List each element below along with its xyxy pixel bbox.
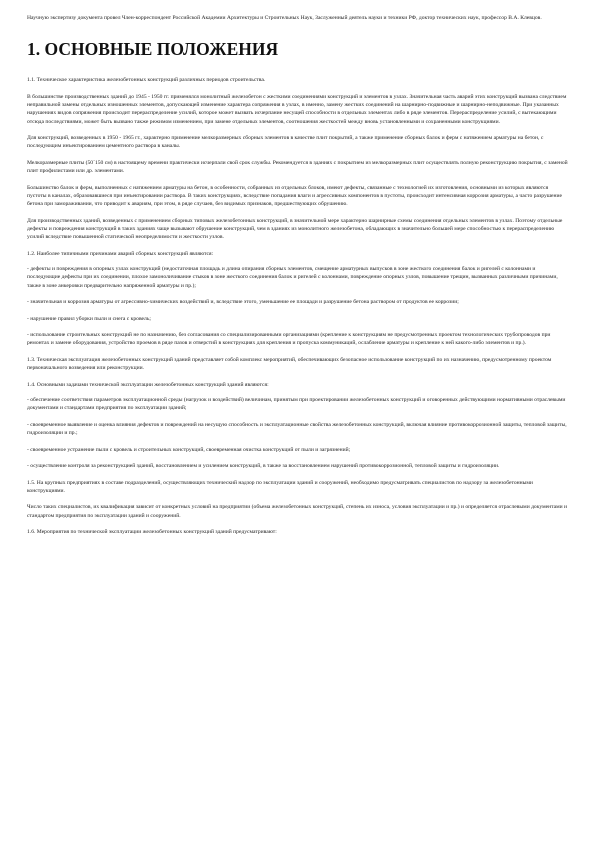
list-item-cleaning: - своевременное устранение пыли с кровель и строительных конструкций, своевременная очистка конструкций от пыли и загрязнений;: [27, 446, 351, 453]
paragraph-1-4: 1.4. Основными задачами технической эксплуатации железобетонных конструкций зданий являются:: [27, 381, 269, 388]
list-item-parameters: - обеспечение соответствия параметров эксплуатационной среды (нагрузок и воздействий) величинам, принятым при проектировании железобетонных конструкций и оговоренных действующими нормативными отраслевыми документами и стандартами предприятия по эксплуатации зданий;: [27, 396, 566, 412]
document-page: [27, 14, 569, 545]
paragraph-monolithic: В большинстве производственных зданий до 1945 - 1950 гг. применялся монолитный железобетон с жесткими соединениями конструкций и элементов в узлах. Значительная часть аварий этих конструкций вызвана следствием неправильной замены отдельных изношенных элементов, допускающей изменение характера сопряжения в узлах, в именно, замену жестких соединений на шарнирно-подвижные и шарнирно-неподвижные. При указанных нарушениях видов сопряжения происходит перераспределение усилий, которое может вызвать исчерпание несущей способности в отдельных элементах либо в ряде элементов. Перераспределение усилий, с вытекающими отсюда последствиями, может быть вызвано также режимом изменением, при замене отдельных элементов, соотношения жесткостей между вновь установленными и сохраненными конструкциями.: [27, 93, 567, 125]
paragraph-1-1: 1.1. Техническое характеристика железобетонных конструкций различных периодов строительства.: [27, 77, 266, 84]
section-title: 1. ОСНОВНЫЕ ПОЛОЖЕНИЯ: [27, 39, 279, 60]
list-item-control: - осуществление контроля за реконструкцией зданий, восстановлением и усилением конструкций, в также за восстановлением нарушений противокоррозионной, тепловой защиты и гидроизоляции.: [27, 463, 500, 470]
paragraph-1-2: 1.2. Наиболее типичными причинами аварий сборных конструкций являются:: [27, 250, 214, 257]
paragraph-small-slabs: Мелкоразмерные плиты (50´150 см) в настоящему времени практически исчерпали свой срок службы. Рекомендуется в зданиях с покрытием из мелкоразмерных плит осуществлять полную реконструкцию покрытия, с заменой плит профилистами или др. элементами.: [27, 159, 568, 175]
paragraph-beams-trusses: Большинство балок и ферм, выполненных с натяжением арматуры на бетон, в особенности, собранных из отдельных блоков, имеют дефекты, связанные с технологией их изготовления, основными из которых являются пустоты в каналах, образовавшиеся при инъектировании раствора. В таких конструкциях, вследствие попадания влаги и агрессивных компонентов в пустоты, происходит интенсивная коррозия арматуры, а часто разрушение бетона при замораживании, что приводит к авариям, при этом, в ряде случаев, без видимых признаков, предшествующих обрушению.: [27, 184, 563, 208]
list-item-defect-assessment: - своевременное выявление и оценка влияния дефектов и повреждений на несущую способность и эксплуатационные свойства железобетонных конструкций, включая влияние противокоррозионной защиты, тепловой защиты, гидроизоляции и пр.;: [27, 421, 567, 437]
paragraph-1-5: 1.5. На крупных предприятиях в составе подразделений, осуществляющих технический надзор по эксплуатации зданий и сооружений, необходимо предусматривать специалистов по надзору за железобетонными конструкциями.: [27, 479, 533, 494]
list-item-support-defects: - дефекты и повреждения в опорных узлах конструкций (недостаточная площадь и длина опирания сборных элементов, смещение арматурных выпусков в зоне жесткого соединения балок и ригелей с колоннами и последующие дефекты при их соединении, плохое замоноличивание стыков в зоне жесткого соединения балок и ригелей с колоннами, повреждение опорных узлов, повышение трещин, вызванных различными причинами, также в зоне анкеровки предварительно напряженной арматуры и пр.);: [27, 266, 558, 289]
paragraph-1950-1965: Для конструкций, возведенных в 1950 - 1965 гг., характерно применение мелкоразмерных сборных элементов в качестве плит покрытий, а также применение сборных балок и ферм с натяжением арматуры на бетон, с последующим инъектированием цементного раствора в каналы.: [27, 135, 544, 150]
paragraph-1-3: 1.3. Техническая эксплуатация железобетонных конструкций зданий представляет собой комплекс мероприятий, обеспечивающих безопасное использование конструкций по их назначению, предусмотренному проектом первоначального возведения или реконструкции.: [27, 356, 552, 372]
list-item-misuse: - использование строительных конструкций не по назначению, без согласования со специализированными организациями (крепление к конструкциям не предусмотренных проектом технологических трубопроводов при ремонтах и замене оборудования, устройство проемов в ряде пазов и отверстий в конструкциях для крепления и пропуска коммуникаций, ослабление арматуры и крепление к ней какого-либо элементов и пр.).: [27, 332, 551, 347]
expertise-note: Научную экспертизу документа провел Член-корреспондент Российской Академии Архитектуры и Строительных Наук, Заслуженный деятель науки и техники РФ, доктор технических наук, профессор В.А. Клевцов.: [27, 15, 542, 21]
list-item-snow-removal: - нарушение правил уборки пыли и снега с кровель;: [27, 315, 151, 322]
paragraph-1-6: 1.6. Мероприятия по технической эксплуатации железобетонных конструкций зданий предусматривают:: [27, 529, 277, 536]
list-item-corrosion: - значительная и коррозия арматуры от агрессивно-химических воздействий и, вследствие этого, уменьшение ее площади и разрушение бетона раствором от продуктов ее коррозии;: [27, 299, 459, 306]
paragraph-hinged-schemes: Для производственных зданий, возведенных с применением сборных типовых железобетонных конструкций, в значительной мере характерно шарнирные схемы соединения отдельных элементов в узлах. Поэтому отдельные дефекты и повреждения конструкций в таких зданиях чаще вызывают обрушение конструкций, чем в зданиях из монолитного железобетона, обладающих в значительно большей мере способностью к перераспределению усилий вследствие повышенной статической неопределимости и жесткости узлов.: [27, 217, 563, 241]
paragraph-specialists: Число таких специалистов, их квалификация зависит от конкретных условий на предприятии (объема железобетонных конструкций, степень их износа, условия эксплуатации и пр.) и определяется отраслевыми документами и стандартом предприятия по эксплуатации зданий и сооружений.: [27, 504, 568, 519]
